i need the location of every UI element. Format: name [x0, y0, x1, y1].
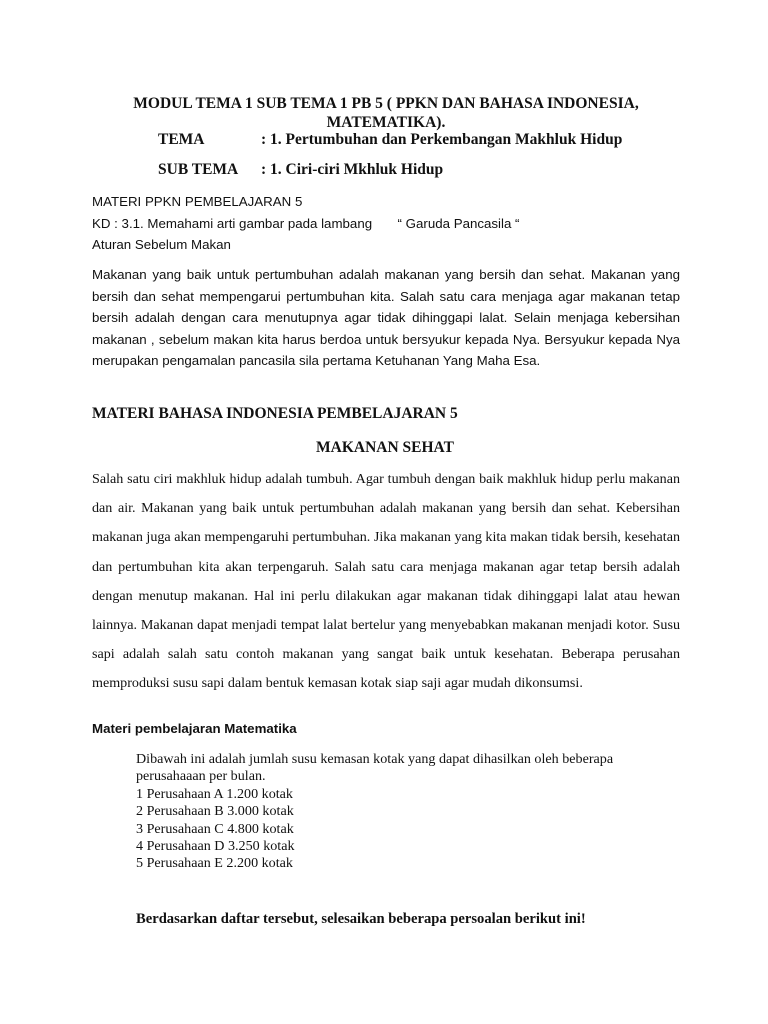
title-line-2: MATEMATIKA).	[326, 114, 446, 131]
tema-value: : 1. Pertumbuhan dan Perkembangan Makhluk Hidup	[261, 131, 623, 148]
title-line-1: MODUL TEMA 1 SUB TEMA 1 PB 5 ( PPKN DAN BAHASA INDONESIA,	[133, 95, 639, 112]
subtema-label: SUB TEMA	[158, 161, 239, 178]
kd-prefix: KD : 3.1. Memahami arti gambar pada lambang	[92, 216, 373, 231]
kd-quote: “ Garuda Pancasila “	[397, 216, 520, 231]
bahasa-paragraph: Salah satu ciri makhluk hidup adalah tumbuh. Agar tumbuh dengan baik makhluk hidup perlu makanan dan air. Makanan yang baik untuk pertumbuhan adalah makanan yang bersih dan sehat. Kebersihan makanan juga akan mempengaruhi pertumbuhan. Jika makanan yang kita makan tidak bersih, kesehatan dan pertumbuhan kita akan terpengaruh. Salah satu cara menjaga makanan agar tetap bersih adalah dengan menutup makanan. Hal ini perlu dilakukan agar makanan tidak dihinggapi lalat atau hewan lainnya. Makanan dapat menjadi tempat lalat bertelur yang menyebabkan makanan menjadi kotor. Susu sapi adalah salah satu contoh makanan yang sangat baik untuk kesehatan. Beberapa perusahan memproduksi susu sapi dalam bentuk kemasan kotak siap saji agar mudah dikonsumsi.	[92, 471, 680, 692]
ppkn-subtopic: Aturan Sebelum Makan	[92, 237, 231, 252]
tema-label: TEMA	[158, 131, 205, 148]
tema-row	[158, 131, 622, 149]
list-item: 1 Perusahaan A 1.200 kotak	[136, 785, 293, 802]
ppkn-heading: MATERI PPKN PEMBELAJARAN 5	[92, 194, 303, 209]
document-title	[120, 94, 652, 132]
subtema-row	[158, 161, 443, 179]
matematika-instruction: Berdasarkan daftar tersebut, selesaikan beberapa persoalan berikut ini!	[136, 911, 586, 927]
kd-line	[92, 216, 519, 231]
subtema-value: : 1. Ciri-ciri Mkhluk Hidup	[261, 161, 444, 178]
matematika-heading: Materi pembelajaran Matematika	[92, 721, 297, 736]
matematika-intro: Dibawah ini adalah jumlah susu kemasan kotak yang dapat dihasilkan oleh beberapa perusahaaan per bulan.	[136, 751, 614, 785]
list-item: 3 Perusahaan C 4.800 kotak	[136, 820, 294, 837]
list-item: 2 Perusahaan B 3.000 kotak	[136, 803, 294, 820]
matematika-content	[136, 751, 676, 873]
list-item: 5 Perusahaan E 2.200 kotak	[136, 855, 293, 872]
bahasa-heading: MATERI BAHASA INDONESIA PEMBELAJARAN 5	[92, 405, 458, 422]
bahasa-subheading: MAKANAN SEHAT	[316, 439, 454, 456]
list-item: 4 Perusahaan D 3.250 kotak	[136, 838, 295, 855]
ppkn-paragraph: Makanan yang baik untuk pertumbuhan adalah makanan yang bersih dan sehat. Makanan yang bersih dan sehat mempengarui pertumbuhan kita. Salah satu cara menjaga agar makanan tetap bersih adalah dengan cara menutupnya agar tidak dihinggapi lalat. Selain menjaga kebersihan makanan , sebelum makan kita harus berdoa untuk bersyukur kepada Nya. Bersyukur kepada Nya merupakan pengamalan pancasila sila pertama Ketuhanan Yang Maha Esa.	[92, 267, 680, 369]
